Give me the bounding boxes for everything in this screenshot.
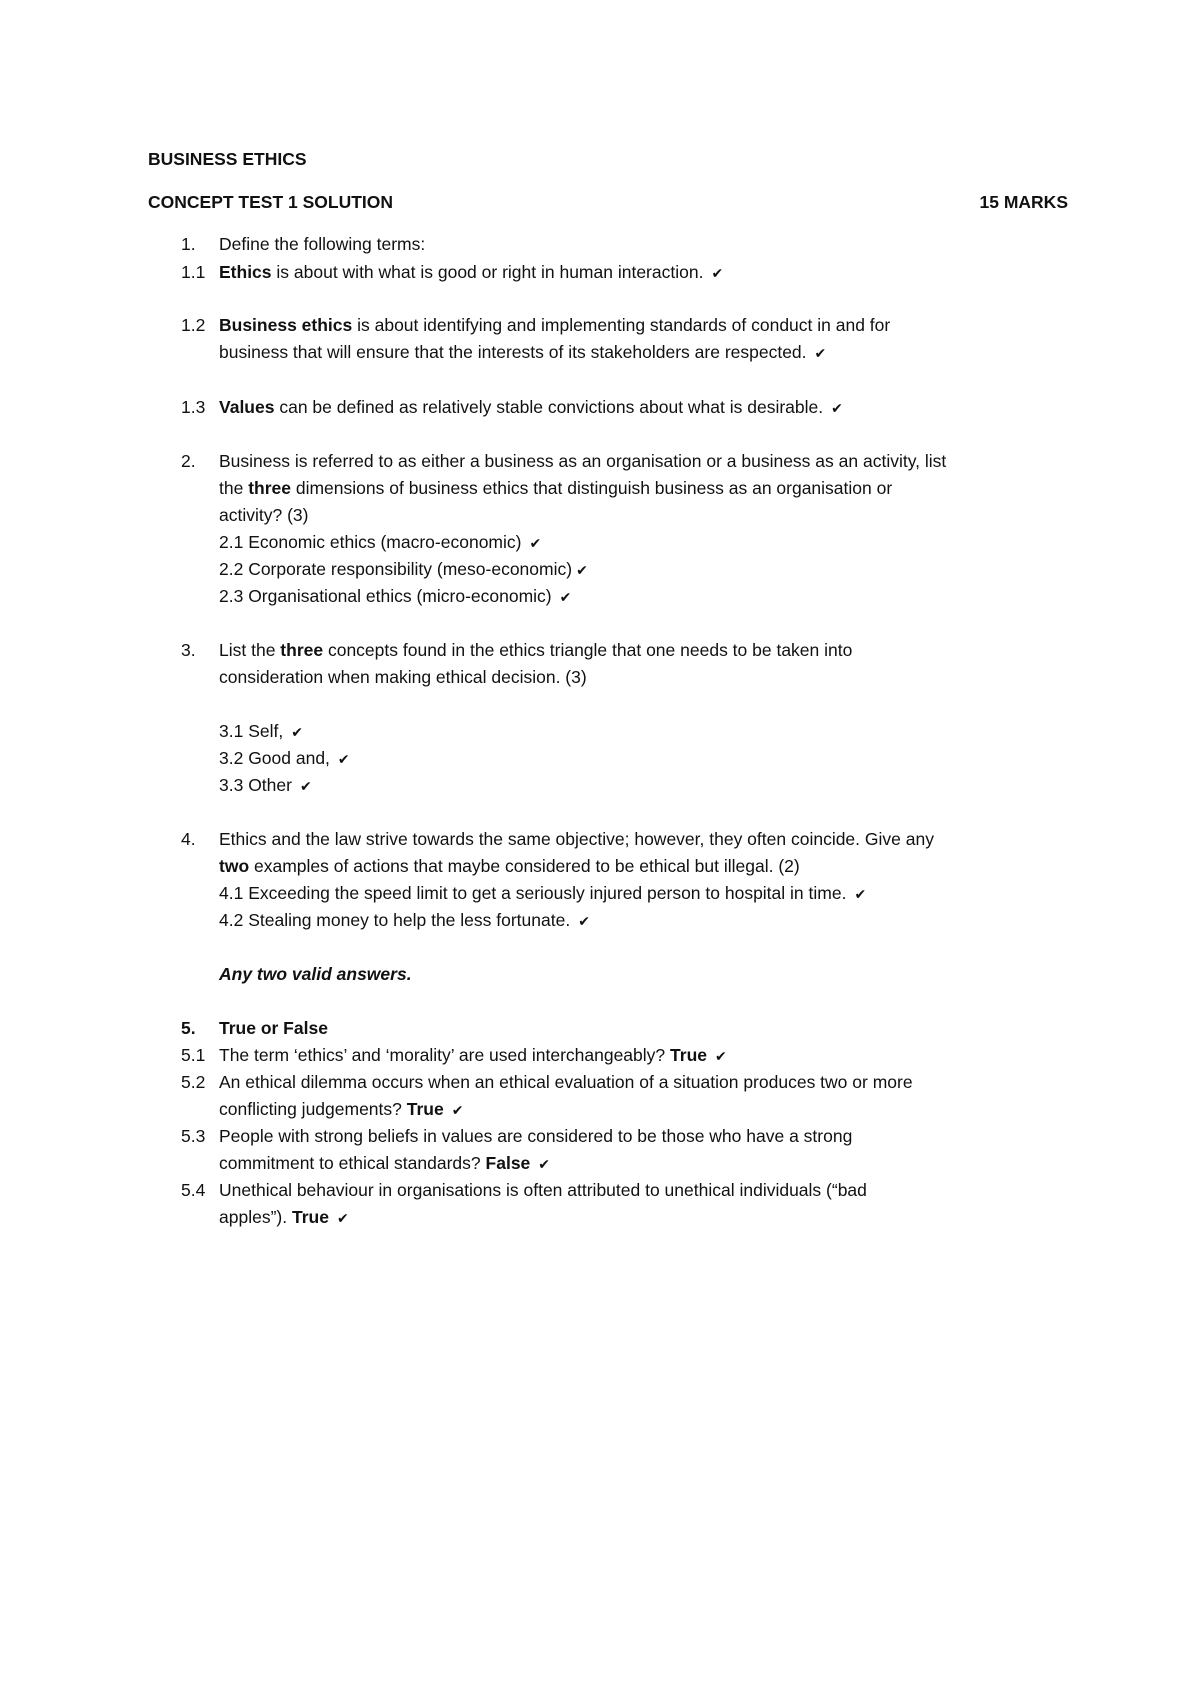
emphasis: three [280,640,324,660]
answer-5-2 [148,1068,1068,1097]
checkmark-icon: ✔ [538,1156,551,1172]
answer-5-1 [148,1041,1068,1070]
answer-2-2 [148,555,1068,584]
checkmark-icon: ✔ [814,345,827,361]
course-title: BUSINESS ETHICS [148,149,307,169]
question-text: activity? (3) [219,505,309,525]
answer-text [219,717,303,747]
marking-note [148,960,1068,989]
question-5 [148,1014,1068,1043]
answer-5-4-continued [148,1203,1068,1232]
answer-1-1 [148,258,1068,287]
statement-text: conflicting judgements? [219,1099,402,1119]
checkmark-icon: ✔ [299,778,312,794]
term: Ethics [219,262,272,282]
test-title: CONCEPT TEST 1 SOLUTION [148,192,394,212]
question-number: 1. [181,234,196,254]
checkmark-icon: ✔ [337,751,350,767]
question-text: Define the following terms: [219,234,426,254]
answer: 2.3 Organisational ethics (micro-economic) [219,586,552,606]
answer-3-3 [148,771,1068,800]
answer-text [219,528,541,558]
checkmark-icon: ✔ [578,913,590,929]
answer: 4.1 Exceeding the speed limit to get a seriously injured person to hospital in time. [219,883,847,903]
checkmark-icon: ✔ [291,724,303,740]
item-number: 1.1 [181,262,206,282]
answer-4-2 [148,906,1068,935]
answer-2-1 [148,528,1068,557]
answer-4-1 [148,879,1068,908]
answer: 3.2 Good and, [219,748,330,768]
checkmark-icon: ✔ [559,589,572,605]
item-number: 5.4 [181,1180,206,1200]
text-part: examples of actions that maybe considered to be ethical but illegal. (2) [249,856,800,876]
question-number: 2. [181,451,196,471]
question-text [219,474,892,503]
text-part: List the [219,640,281,660]
answer: 2.1 Economic ethics (macro-economic) [219,532,522,552]
question-text [219,636,852,665]
note-text: Any two valid answers. [219,964,412,984]
text-part: dimensions of business ethics that distinguish business as an organisation or [291,478,893,498]
statement [219,1149,550,1179]
answer-text [219,338,826,368]
answer: 2.2 Corporate responsibility (meso-economic) [219,559,573,579]
question-4 [148,825,1068,854]
answer-text [219,771,312,801]
statement-text: apples”). [219,1207,288,1227]
item-number: 5.2 [181,1072,206,1092]
checkmark-icon: ✔ [529,535,542,551]
answer-2-3 [148,582,1068,611]
checkmark-icon: ✔ [576,562,588,578]
checkmark-icon: ✔ [451,1102,464,1118]
question-1 [148,230,1068,259]
answer-text [219,393,843,423]
question-4-line-2 [148,852,1068,881]
answer-value: False [485,1153,531,1173]
statement-text: An ethical dilemma occurs when an ethical evaluation of a situation produces two or more [219,1072,913,1092]
answer-1-3 [148,393,1068,422]
answer-text [219,258,723,288]
question-number: 4. [181,829,196,849]
statement-text: commitment to ethical standards? [219,1153,481,1173]
answer-5-4 [148,1176,1068,1205]
test-header-row [148,188,1068,217]
answer-text [219,311,890,340]
answer: 3.1 Self, [219,721,284,741]
statement [219,1203,349,1233]
statement-text: People with strong beliefs in values are considered to be those who have a strong [219,1126,853,1146]
emphasis: two [219,856,250,876]
question-3 [148,636,1068,665]
total-marks: 15 MARKS [979,192,1068,212]
statement-text: Unethical behaviour in organisations is often attributed to unethical individuals (“bad [219,1180,867,1200]
question-2-line-3 [148,501,1068,530]
answer-1-2 [148,311,1068,340]
answer-value: True [406,1099,444,1119]
checkmark-icon: ✔ [854,886,867,902]
question-3-line-2 [148,663,1068,692]
answer-text [219,879,866,909]
question-number: 5. [181,1018,196,1038]
item-number: 1.2 [181,315,206,335]
answer-value: True [670,1045,707,1065]
answer-5-3-continued [148,1149,1068,1178]
question-text: Business is referred to as either a business as an organisation or a business as an activity, list [219,451,947,471]
statement [219,1041,727,1071]
answer: 3.3 Other [219,775,292,795]
answer: 4.2 Stealing money to help the less fortunate. [219,910,571,930]
answer-5-3 [148,1122,1068,1151]
checkmark-icon: ✔ [715,1048,727,1064]
answer-5-2-continued [148,1095,1068,1124]
item-number: 1.3 [181,397,206,417]
text-part: concepts found in the ethics triangle that one needs to be taken into [323,640,853,660]
item-number: 5.3 [181,1126,206,1146]
answer-text [219,744,350,774]
text-part: the [219,478,249,498]
checkmark-icon: ✔ [336,1210,349,1226]
term: Business ethics [219,315,353,335]
statement-text: The term ‘ethics’ and ‘morality’ are used interchangeably? [219,1045,666,1065]
question-text: Ethics and the law strive towards the same objective; however, they often coincide. Give any [219,829,934,849]
question-2 [148,447,1068,476]
question-number: 3. [181,640,196,660]
statement [219,1095,463,1125]
definition: can be defined as relatively stable convictions about what is desirable. [274,397,824,417]
answer-text [219,582,571,612]
question-2-line-2 [148,474,1068,503]
item-number: 5.1 [181,1045,206,1065]
checkmark-icon: ✔ [711,265,724,281]
question-title: True or False [219,1018,328,1038]
answer-text [219,555,588,585]
term: Values [219,397,275,417]
answer-3-1 [148,717,1068,746]
answer-value: True [291,1207,329,1227]
definition: business that will ensure that the interests of its stakeholders are respected. [219,342,807,362]
answer-1-2-continued [148,338,1068,367]
checkmark-icon: ✔ [831,400,843,416]
answer-3-2 [148,744,1068,773]
question-text [219,852,800,881]
emphasis: three [248,478,291,498]
question-text: consideration when making ethical decision. (3) [219,667,587,687]
definition: is about identifying and implementing standards of conduct in and for [352,315,891,335]
definition: is about with what is good or right in human interaction. [271,262,704,282]
answer-text [219,906,590,936]
